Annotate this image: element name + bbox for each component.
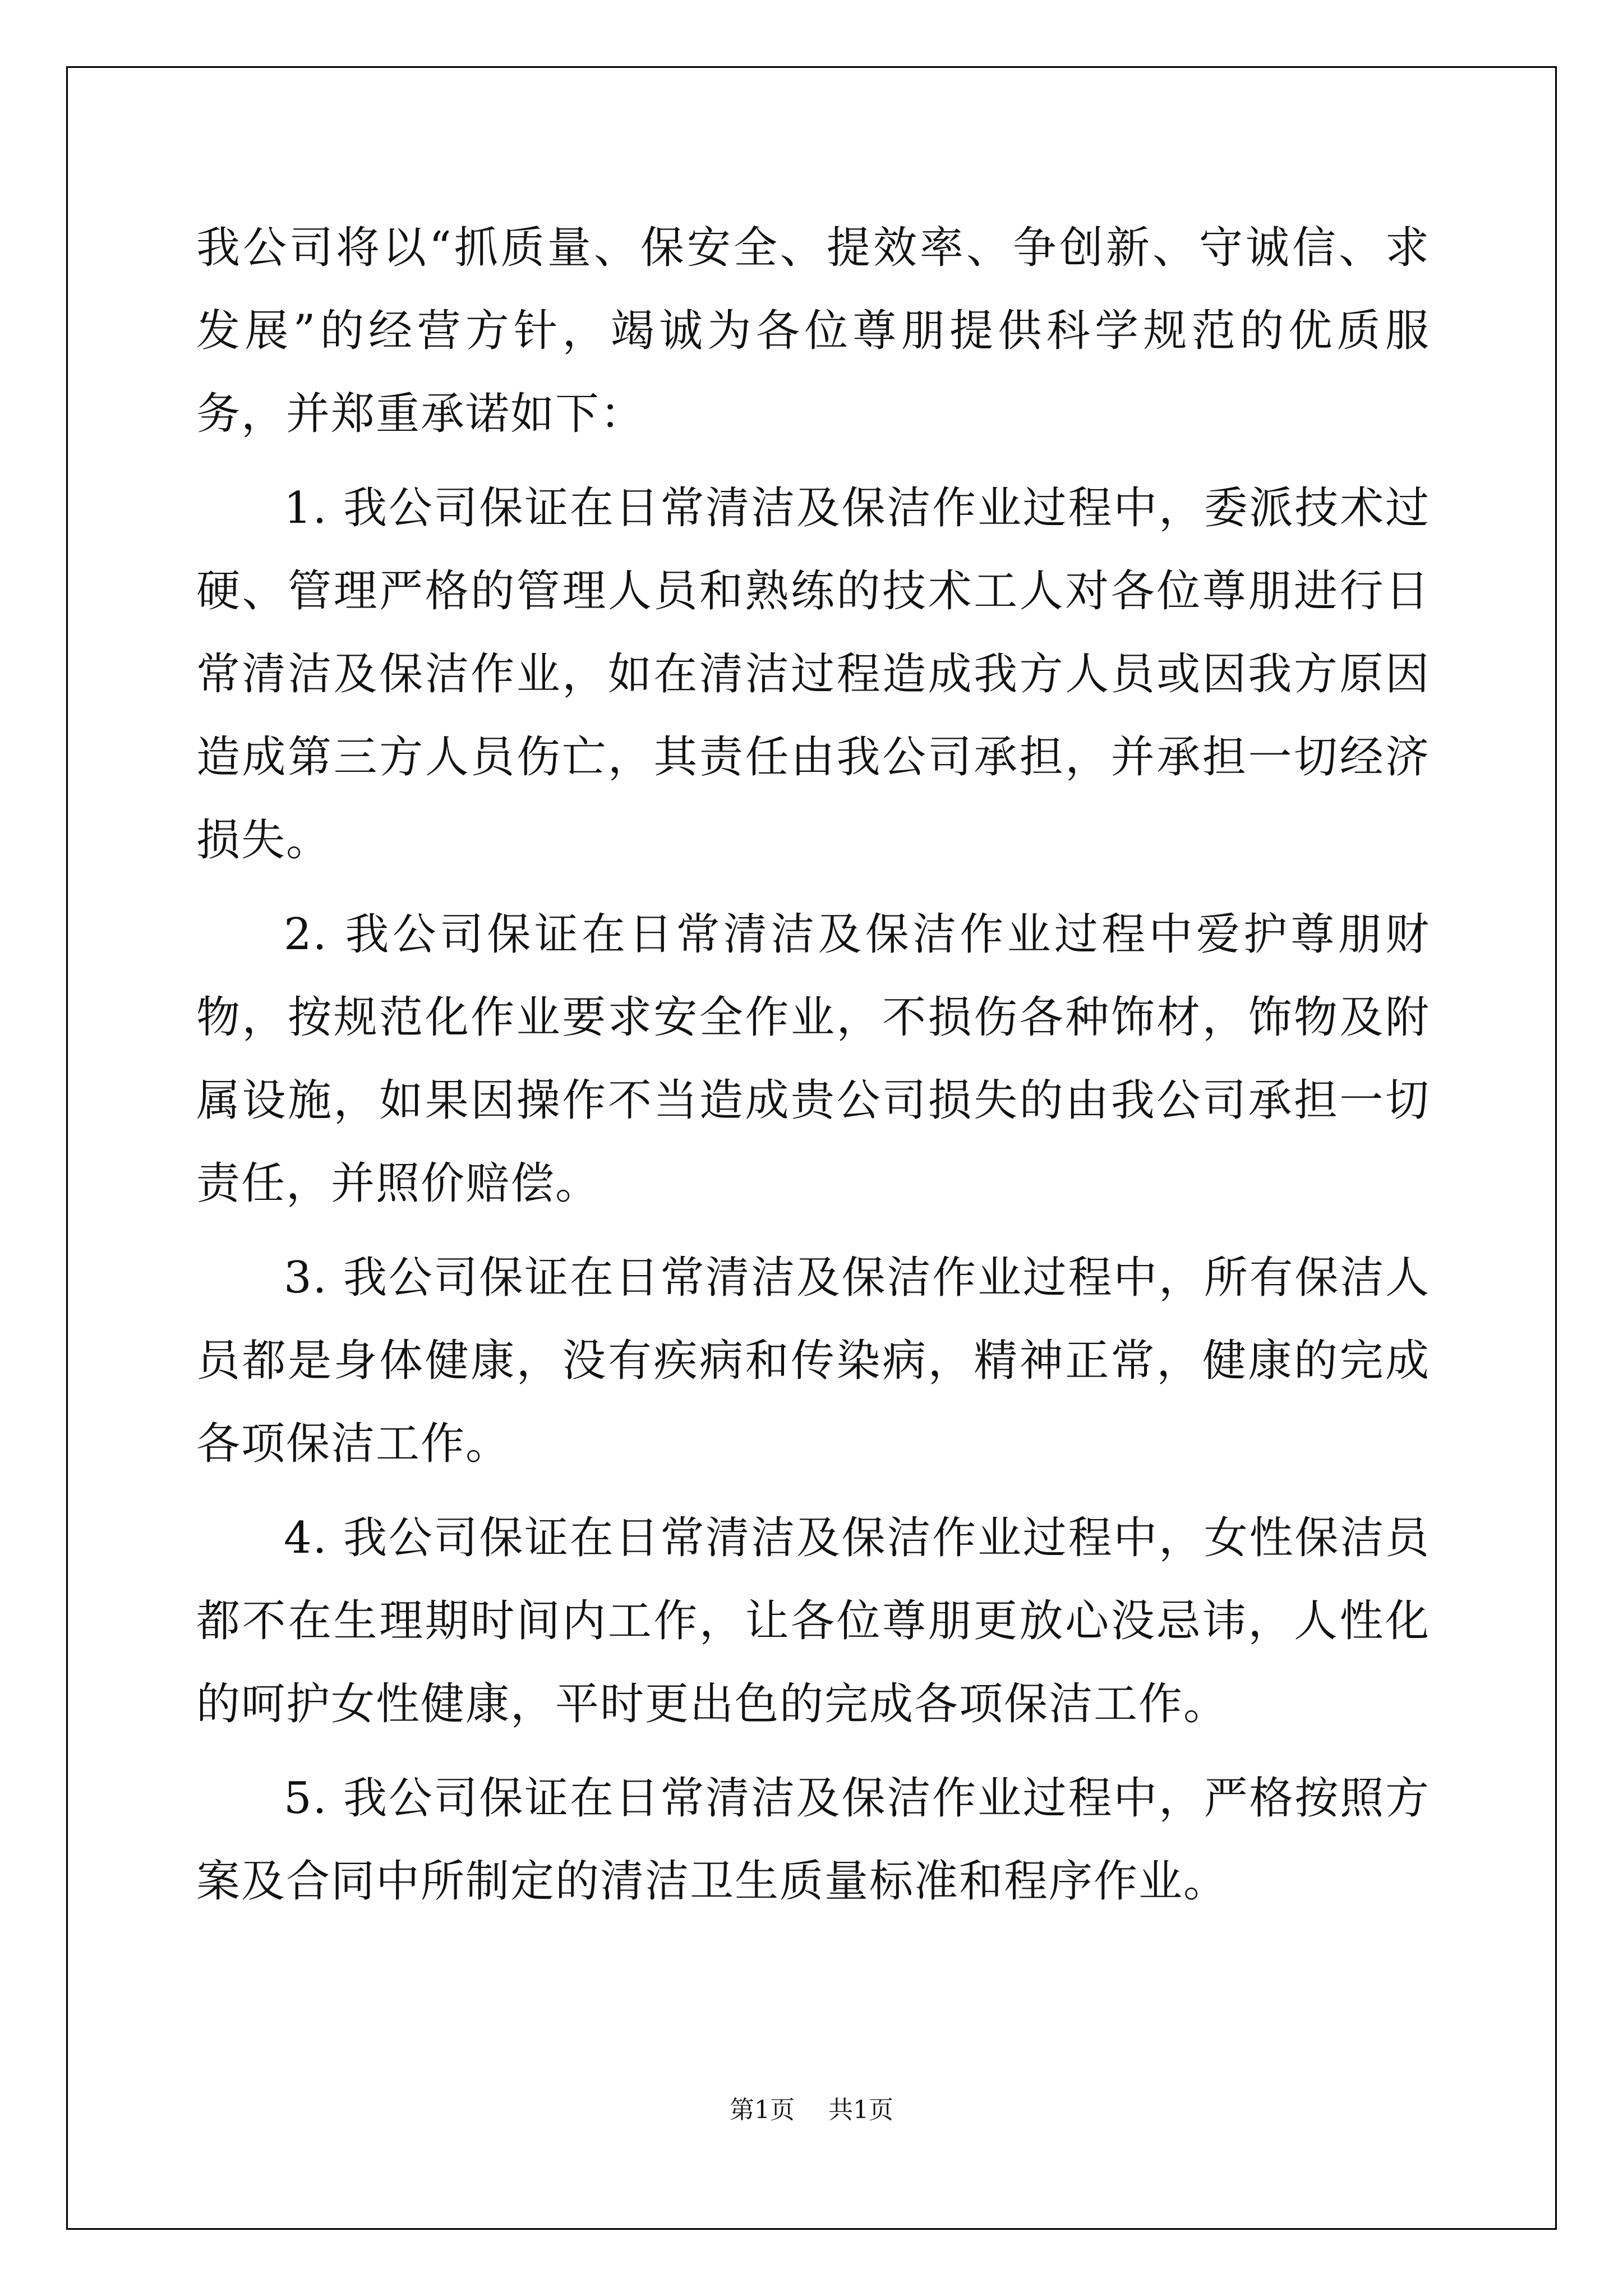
page-number: 第1页 (730, 2096, 795, 2124)
commitment-item-2: 2. 我公司保证在日常清洁及保洁作业过程中爱护尊朋财物，按规范化作业要求安全作业，不损伤各种饰材，饰物及附属设施，如果因操作不当造成贵公司损失的由我公司承担一切责任，并照价赔偿。 (196, 909, 1430, 1209)
intro-paragraph: 我公司将以“抓质量、保安全、提效率、争创新、守诚信、求发展”的经营方针，竭诚为各位尊朋提供科学规范的优质服务，并郑重承诺如下： (196, 223, 1430, 439)
commitment-item-5: 5. 我公司保证在日常清洁及保洁作业过程中，严格按照方案及合同中所制定的清洁卫生质量标准和程序作业。 (196, 1773, 1430, 1907)
commitment-item-3: 3. 我公司保证在日常清洁及保洁作业过程中，所有保洁人员都是身体健康，没有疾病和传染病，精神正常，健康的完成各项保洁工作。 (196, 1253, 1430, 1469)
page-total: 共1页 (828, 2096, 893, 2124)
document-body (196, 206, 1430, 1934)
commitment-item-1: 1. 我公司保证在日常清洁及保洁作业过程中，委派技术过硬、管理严格的管理人员和熟练的技术工人对各位尊朋进行日常清洁及保洁作业，如在清洁过程造成我方人员或因我方原因造成第三方人员伤亡，其责任由我公司承担，并承担一切经济损失。 (196, 483, 1430, 866)
commitment-item-4: 4. 我公司保证在日常清洁及保洁作业过程中，女性保洁员都不在生理期时间内工作，让各位尊朋更放心没忌讳，人性化的呵护女性健康，平时更出色的完成各项保洁工作。 (196, 1513, 1430, 1729)
page-footer (0, 2090, 1623, 2125)
